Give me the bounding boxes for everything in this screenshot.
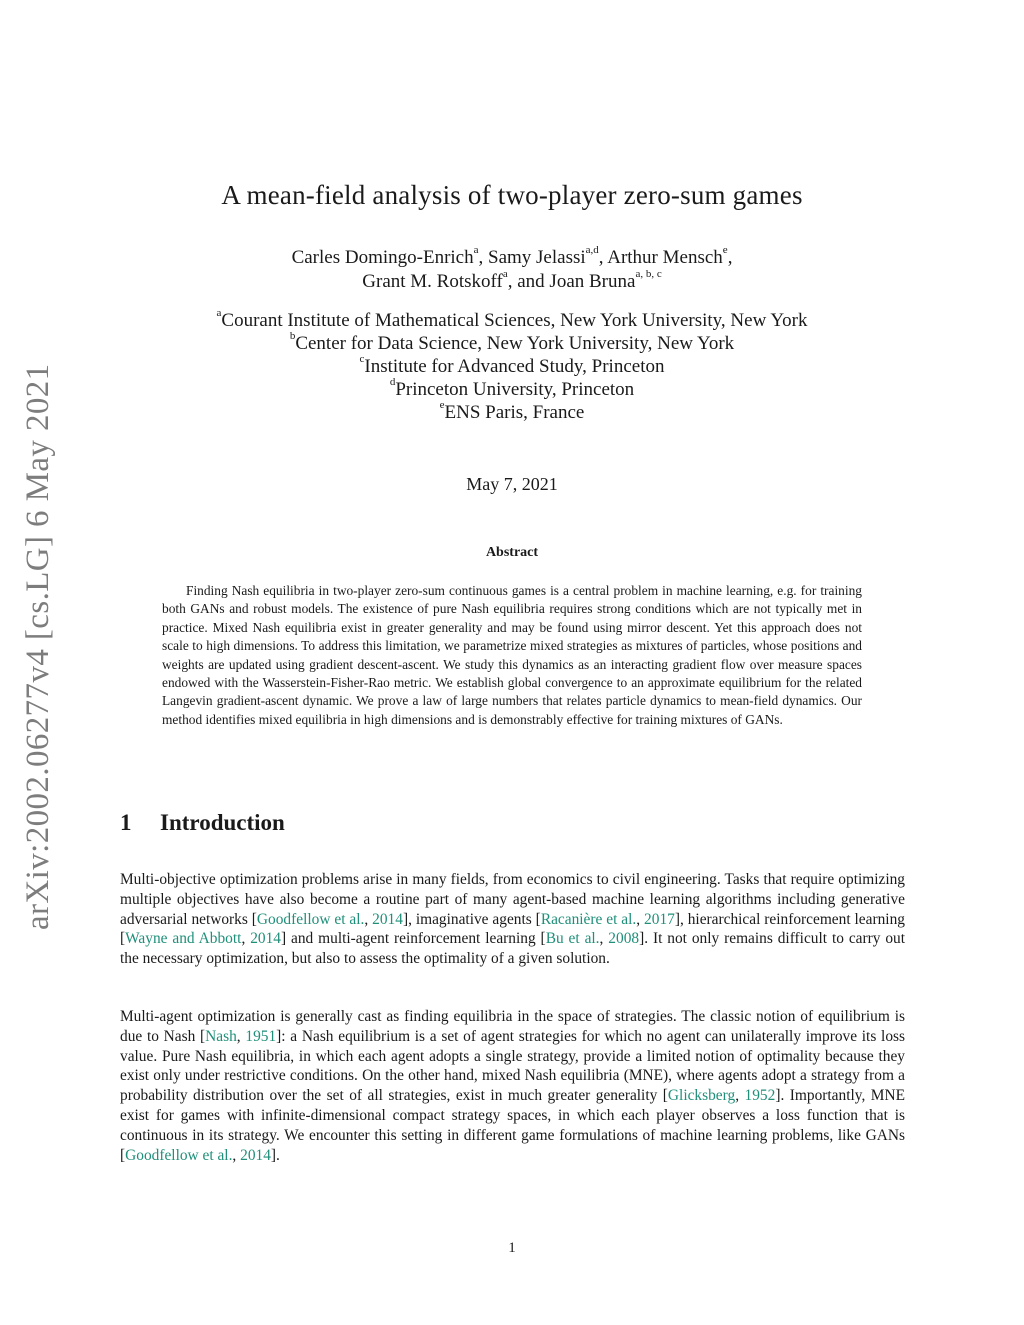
affiliation-text: Center for Data Science, New York University, New York <box>295 333 735 354</box>
citation-link[interactable]: Goodfellow et al. <box>256 910 365 928</box>
paragraph-text: ]. It not only remains difficult to carry out the necessary optimization, but also to assess the optimality of a given solution. <box>120 930 906 968</box>
section-number: 1 <box>120 810 132 835</box>
author-name: Arthur Mensch <box>607 247 723 268</box>
publication-date: May 7, 2021 <box>466 474 558 494</box>
abstract-heading: Abstract <box>485 545 539 560</box>
affiliation <box>0 398 1024 424</box>
citation-year-link[interactable]: 2008 <box>608 930 640 948</box>
paragraph-text: ], hierarchical reinforcement learning [ <box>120 910 905 948</box>
paragraph-text: , <box>735 1087 745 1105</box>
paragraph-text: ]. <box>270 1146 280 1164</box>
paragraph-text: , <box>599 930 609 948</box>
paragraph-text: ]. Importantly, MNE exist for games with infinite-dimensional compact strategy spaces, in which each player observes a loss function that is continuous in its strategy. We encounter this setting in different game formulations of machine learning problems, like GANs [ <box>120 1087 905 1164</box>
page-number: 1 <box>508 1240 516 1256</box>
author-affiliation-mark: a <box>502 267 508 280</box>
citation-year-link[interactable]: 2014 <box>240 1146 271 1164</box>
affiliation-mark: c <box>359 352 365 365</box>
paper-title: A mean-field analysis of two-player zero-sum games <box>221 180 803 210</box>
affiliation <box>0 375 1024 401</box>
affiliation <box>0 352 1024 378</box>
citation-year-link[interactable]: 1951 <box>245 1027 277 1045</box>
citation-link[interactable]: Nash <box>205 1027 237 1045</box>
abstract-body: Finding Nash equilibria in two-player zero-sum continuous games is a central problem in machine learning, e.g. for training both GANs and robust models. The existence of pure Nash equilibria requires strong conditions which are not typically met in practice. Mixed Nash equilibria exist in greater generality and may be found using mirror descent. Yet this approach does not scale to high dimensions. To address this limitation, we parametrize mixed strategies as mixtures of particles, whose positions and weights are updated using gradient descent-ascent. We study this dynamics as an interacting gradient flow over measure spaces endowed with the Wasserstein-Fisher-Rao metric. We establish global convergence to an approximate equilibrium for the related Langevin gradient-ascent dynamic. We prove a law of large numbers that relates particle dynamics to mean-field dynamics. Our method identifies mixed equilibria in high dimensions and is demonstrably effective for training mixtures of GANs. <box>162 583 862 727</box>
intro-paragraph-2 <box>120 1007 905 1165</box>
citation-year-link[interactable]: 2014 <box>372 910 403 928</box>
author-name: Grant M. Rotskoff <box>362 271 503 292</box>
paragraph-text: , <box>241 930 251 948</box>
affiliation-text: Institute for Advanced Study, Princeton <box>364 356 665 377</box>
intro-paragraph-1 <box>120 870 905 969</box>
paragraph-text: ]: a Nash equilibrium is a set of agent strategies for which no agent can unilaterally improve its loss value. Pure Nash equilibria, in which each agent adopts a single strategy, provide a limited notion of optimality because they exist only under restrictive conditions. On the other hand, mixed Nash equilibria (MNE), where agents adopt a strategy from a probability distribution over the set of all strategies, exist in much greater generality [ <box>120 1027 905 1105</box>
arxiv-identifier: arXiv:2002.06277v4 [cs.LG] 6 May 2021 <box>20 363 56 930</box>
citation-year-link[interactable]: 2014 <box>250 930 281 948</box>
affiliation-list <box>0 306 1024 424</box>
affiliation <box>0 306 1024 332</box>
citation-link[interactable]: Goodfellow et al. <box>125 1146 233 1164</box>
paragraph-text: ] and multi-agent reinforcement learning [ <box>280 930 546 948</box>
affiliation-mark: d <box>389 375 396 388</box>
citation-link[interactable]: Wayne and Abbott <box>125 930 242 948</box>
author-name: Samy Jelassi <box>488 247 586 268</box>
paragraph-text: , <box>236 1027 246 1045</box>
author-affiliation-mark: a, b, c <box>635 267 662 280</box>
affiliation-text: ENS Paris, France <box>444 402 585 423</box>
citation-year-link[interactable]: 1952 <box>744 1087 776 1105</box>
paragraph-text: Multi-agent optimization is generally cast as finding equilibria in the space of strategies. The classic notion of equilibrium is due to Nash [ <box>120 1008 905 1045</box>
paragraph-text: , <box>636 910 645 928</box>
affiliation-mark: e <box>439 398 445 411</box>
section-title: Introduction <box>160 810 285 835</box>
author-separator: , <box>478 247 488 268</box>
affiliation-mark: b <box>289 329 296 342</box>
paragraph-text: , <box>364 910 373 928</box>
affiliation-text: Princeton University, Princeton <box>395 379 635 400</box>
affiliation <box>0 329 1024 355</box>
author-name: Joan Bruna <box>549 271 636 292</box>
affiliation-text: Courant Institute of Mathematical Sciences, New York University, New York <box>221 310 808 331</box>
author-separator: , <box>598 247 608 268</box>
author-affiliation-mark: a,d <box>585 243 599 256</box>
author-affiliation-mark: e <box>722 243 728 256</box>
author-affiliation-mark: a <box>473 243 479 256</box>
author-list <box>0 243 1024 294</box>
paragraph-text: ], imaginative agents [ <box>402 910 541 928</box>
paragraph-text: Multi-objective optimization problems arise in many fields, from economics to civil engineering. Tasks that require optimizing multiple objectives have also become a routine part of many agent-based machine learning algorithms including generative adversarial networks [ <box>120 871 905 928</box>
author-separator: , <box>727 247 733 268</box>
citation-link[interactable]: Racanière et al. <box>540 910 637 928</box>
author-name: Carles Domingo-Enrich <box>291 247 474 268</box>
citation-link[interactable]: Glicksberg <box>667 1087 736 1105</box>
paragraph-text: , <box>232 1146 241 1164</box>
citation-year-link[interactable]: 2017 <box>644 910 675 928</box>
section-heading <box>120 810 285 836</box>
author-separator: , and <box>507 271 550 292</box>
affiliation-mark: a <box>216 306 222 319</box>
citation-link[interactable]: Bu et al. <box>545 930 600 948</box>
